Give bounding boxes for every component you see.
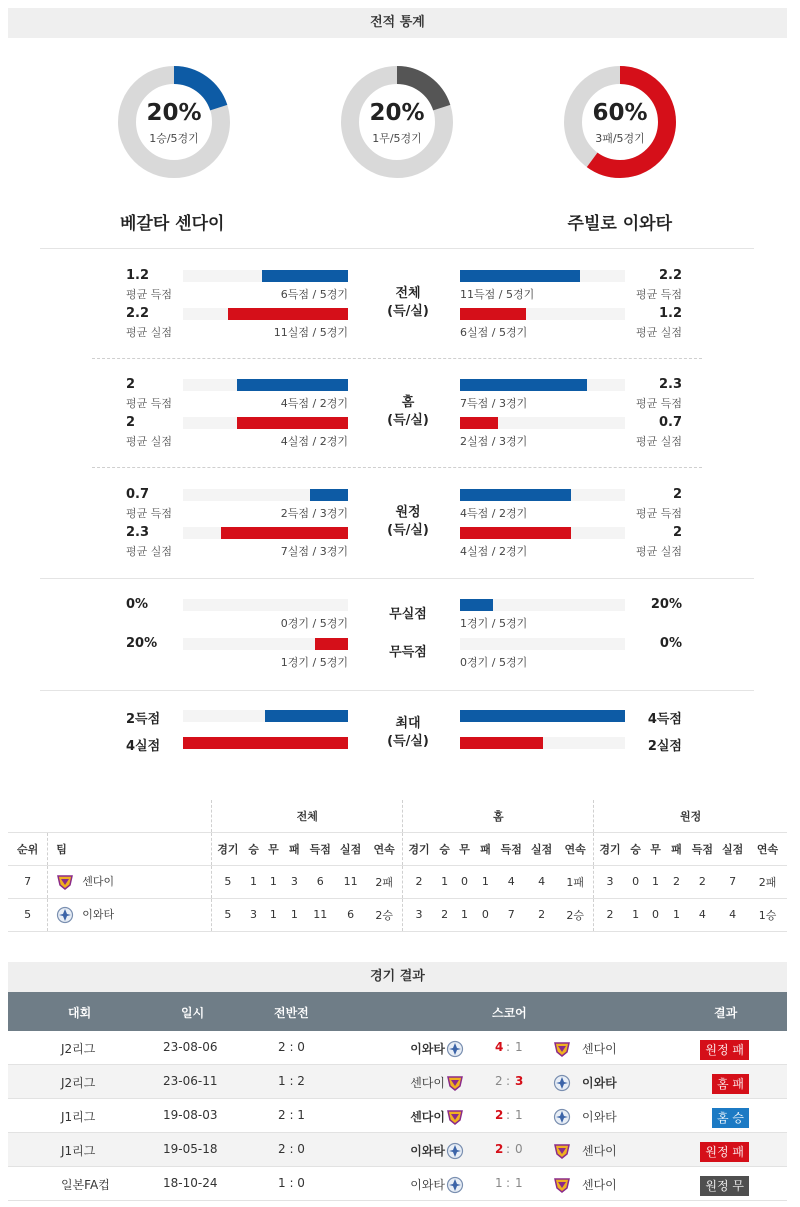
sendai-logo-icon [56, 873, 74, 891]
result-badge: 원정 패 [700, 1040, 749, 1060]
block1-right-bar-1-fill [460, 417, 498, 429]
result-away-team: 센다이 [582, 1042, 617, 1056]
block1-left-label-1: 평균 실점 [126, 435, 173, 448]
block1-right-bar-0-track [460, 379, 625, 391]
standings-rank-1: 5 [8, 898, 48, 931]
standings-overall-1-5: 6 [335, 898, 366, 931]
standings-away-0-3: 2 [666, 865, 688, 898]
standings-overall-0-3: 3 [283, 865, 305, 898]
result-home-team: 센다이 [410, 1110, 445, 1124]
standings-away-1-2: 0 [646, 898, 666, 931]
result-row[interactable] [8, 1167, 787, 1201]
result-away-score: 3 [515, 1074, 524, 1088]
max-title [368, 715, 448, 751]
iwata-logo-icon [553, 1074, 571, 1092]
standings-away-0-0: 3 [594, 865, 626, 898]
result-halftime: 1 : 2 [278, 1074, 305, 1088]
standings-col-0-1: 승 [244, 832, 264, 865]
block0-right-text-1: 6실점 / 5경기 [460, 326, 528, 339]
result-date: 19-05-18 [163, 1142, 218, 1156]
result-halftime: 2 : 0 [278, 1040, 305, 1054]
clean-right-value-1: 0% [659, 636, 682, 651]
standings-col-0-2: 무 [263, 832, 283, 865]
standings-col-1-0: 경기 [403, 832, 435, 865]
block0-right-bar-0-track [460, 270, 625, 282]
block0-left-label-1: 평균 실점 [126, 326, 173, 339]
block1-left-bar-1-fill [237, 417, 348, 429]
standings-home-1-4: 7 [496, 898, 526, 931]
block2-right-text-0: 4득점 / 2경기 [460, 507, 528, 520]
result-badge: 원정 무 [700, 1176, 749, 1196]
sendai-logo-icon [446, 1108, 464, 1126]
clean-right-bar-0-track [460, 599, 625, 611]
standings-overall-1-2: 1 [263, 898, 283, 931]
block0-left-bar-1-track [183, 308, 348, 320]
block2-left-text-0: 2득점 / 3경기 [280, 507, 348, 520]
standings-team-name-1: 이와타 [82, 907, 115, 921]
block2-left-value-0: 0.7 [126, 487, 150, 502]
max-left-value-1: 4실점 [126, 739, 161, 754]
result-row[interactable] [8, 1099, 787, 1133]
win-rate-donut [118, 66, 230, 178]
max-right-value-0: 4득점 [647, 712, 682, 727]
block1-title [368, 394, 448, 430]
standings-overall-1-4: 11 [305, 898, 335, 931]
block2-right-bar-0-track [460, 489, 625, 501]
standings-home-1-5: 2 [526, 898, 557, 931]
standings-overall-1-1: 3 [244, 898, 264, 931]
result-competition: J2리그 [61, 1076, 96, 1090]
standings-col-1-4: 득점 [496, 832, 526, 865]
standings-col-0-0: 경기 [212, 832, 244, 865]
block0-divider [92, 358, 702, 359]
block1-right-label-1: 평균 실점 [635, 435, 682, 448]
standings-away-1-1: 1 [626, 898, 646, 931]
clean-right-bar-0-fill [460, 599, 493, 611]
loss-rate-donut [564, 66, 676, 178]
no-goal-label: 무득점 [389, 645, 427, 660]
standings-col-2-2: 무 [646, 832, 666, 865]
result-date: 23-08-06 [163, 1040, 218, 1054]
block0-right-bar-1-track [460, 308, 625, 320]
standings-col-1-3: 패 [474, 832, 496, 865]
block0-title [368, 285, 448, 321]
standings-col-2-0: 경기 [594, 832, 626, 865]
block2-left-bar-0-track [183, 489, 348, 501]
iwata-logo-icon [446, 1176, 464, 1194]
result-competition: J1리그 [61, 1110, 96, 1124]
block0-left-text-1: 11실점 / 5경기 [273, 326, 348, 339]
result-halftime: 2 : 0 [278, 1142, 305, 1156]
block0-title-line2: (득/실) [387, 304, 429, 319]
win-rate-count: 1승/5경기 [149, 132, 199, 145]
block2-right-text-1: 4실점 / 2경기 [460, 545, 528, 558]
clean-right-value-0: 20% [650, 597, 682, 612]
col-result: 결과 [714, 1006, 738, 1020]
team-header: 팀 [48, 832, 212, 865]
block1-right-bar-0-fill [460, 379, 587, 391]
block1-left-bar-1-track [183, 417, 348, 429]
result-home-score: 4 [495, 1040, 504, 1054]
standings-away-1-3: 1 [666, 898, 688, 931]
block0-left-value-1: 2.2 [126, 306, 150, 321]
block2-title-line2: (득/실) [387, 523, 429, 538]
clean-left-bar-1-fill [315, 638, 348, 650]
max-left-bar-0-track [183, 710, 348, 722]
max-left-value-0: 2득점 [126, 712, 161, 727]
sendai-logo-icon [553, 1040, 571, 1058]
max-left-bar-1-fill [183, 737, 348, 749]
block1-left-text-1: 4실점 / 2경기 [280, 435, 348, 448]
clean-divider-top [40, 578, 754, 579]
standings-overall-0-0: 5 [212, 865, 244, 898]
result-home-score: 2 [495, 1108, 504, 1122]
standings-overall-1-0: 5 [212, 898, 244, 931]
standings-overall-0-1: 1 [244, 865, 264, 898]
standings-col-2-1: 승 [626, 832, 646, 865]
block1-right-value-0: 2.3 [658, 377, 682, 392]
result-row[interactable] [8, 1133, 787, 1167]
standings-group-away: 원정 [594, 800, 787, 832]
result-competition: J2리그 [61, 1042, 96, 1056]
sendai-logo-icon [553, 1142, 571, 1160]
result-away-score: 1 [515, 1040, 523, 1054]
standings-overall-0-4: 6 [305, 865, 335, 898]
block2-left-label-0: 평균 득점 [126, 507, 173, 520]
standings-away-0-5: 7 [717, 865, 748, 898]
result-home-score: 1 [495, 1176, 503, 1190]
standings-away-1-4: 4 [687, 898, 717, 931]
block2-right-bar-1-track [460, 527, 625, 539]
home-team-name: 베갈타 센다이 [120, 214, 225, 234]
block2-left-text-1: 7실점 / 3경기 [280, 545, 348, 558]
away-team-name: 주빌로 이와타 [567, 214, 672, 234]
iwata-logo-icon [56, 906, 74, 924]
result-competition: J1리그 [61, 1144, 96, 1158]
standings-overall-1-6: 2승 [366, 898, 403, 931]
block2-right-value-0: 2 [672, 487, 682, 502]
standings-home-1-1: 2 [435, 898, 455, 931]
block0-right-value-0: 2.2 [658, 268, 682, 283]
standings-col-0-4: 득점 [305, 832, 335, 865]
result-halftime: 2 : 1 [278, 1108, 305, 1122]
max-right-bar-1-fill [460, 737, 543, 749]
block0-left-bar-0-fill [262, 270, 348, 282]
result-score-sep: : [506, 1176, 511, 1190]
standings-home-0-2: 0 [455, 865, 475, 898]
standings-away-0-4: 2 [687, 865, 717, 898]
block1-left-text-0: 4득점 / 2경기 [280, 397, 348, 410]
result-score-sep: : [506, 1074, 511, 1088]
standings-team-name-0: 센다이 [82, 874, 115, 888]
win-rate-percent: 20% [146, 100, 202, 126]
block2-right-label-0: 평균 득점 [635, 507, 682, 520]
block0-right-value-1: 1.2 [658, 306, 682, 321]
draw-rate-count: 1무/5경기 [372, 132, 422, 145]
rank-header: 순위 [8, 832, 48, 865]
block0-title-line1: 전체 [395, 286, 421, 301]
block1-right-text-1: 2실점 / 3경기 [460, 435, 528, 448]
standings-col-2-5: 실점 [717, 832, 748, 865]
sendai-logo-icon [446, 1074, 464, 1092]
clean-left-value-1: 20% [126, 636, 158, 651]
standings-home-0-0: 2 [403, 865, 435, 898]
standings-rank-0: 7 [8, 865, 48, 898]
block0-right-bar-1-fill [460, 308, 526, 320]
standings-group-home: 홈 [403, 800, 594, 832]
standings-away-1-5: 4 [717, 898, 748, 931]
clean-left-bar-1-track [183, 638, 348, 650]
result-halftime: 1 : 0 [278, 1176, 305, 1190]
result-badge: 홈 패 [712, 1074, 749, 1094]
standings-home-0-3: 1 [474, 865, 496, 898]
result-score-sep: : [506, 1108, 511, 1122]
block1-left-value-1: 2 [126, 415, 136, 430]
standings-col-2-4: 득점 [687, 832, 717, 865]
standings-away-1-0: 2 [594, 898, 626, 931]
max-right-bar-0-fill [460, 710, 625, 722]
draw-rate-donut [341, 66, 453, 178]
block1-right-value-1: 0.7 [658, 415, 682, 430]
block1-right-label-0: 평균 득점 [635, 397, 682, 410]
standings-col-1-2: 무 [455, 832, 475, 865]
standings-home-0-6: 1패 [557, 865, 594, 898]
standings-home-0-4: 4 [496, 865, 526, 898]
block0-left-label-0: 평균 득점 [126, 288, 173, 301]
block2-title-line1: 원정 [395, 505, 421, 520]
standings-col-0-6: 연속 [366, 832, 403, 865]
max-left-bar-0-fill [265, 710, 348, 722]
draw-rate-percent: 20% [369, 100, 425, 126]
clean-right-text-1: 0경기 / 5경기 [460, 656, 528, 669]
result-home-team: 이와타 [410, 1178, 445, 1192]
max-right-bar-0-track [460, 710, 625, 722]
block1-left-label-0: 평균 득점 [126, 397, 173, 410]
standings-home-0-1: 1 [435, 865, 455, 898]
col-competition: 대회 [68, 1006, 92, 1020]
result-away-score: 1 [515, 1176, 523, 1190]
clean-left-bar-0-track [183, 599, 348, 611]
max-divider-top [40, 690, 754, 691]
clean-right-text-0: 1경기 / 5경기 [460, 617, 528, 630]
block2-left-label-1: 평균 실점 [126, 545, 173, 558]
iwata-logo-icon [446, 1040, 464, 1058]
standings-col-1-5: 실점 [526, 832, 557, 865]
loss-rate-count: 3패/5경기 [595, 132, 645, 145]
clean-left-text-0: 0경기 / 5경기 [280, 617, 348, 630]
block0-left-bar-1-fill [228, 308, 348, 320]
standings-overall-0-2: 1 [263, 865, 283, 898]
col-date: 일시 [181, 1006, 205, 1020]
block0-left-text-0: 6득점 / 5경기 [280, 288, 348, 301]
block0-right-bar-0-fill [460, 270, 580, 282]
block2-left-bar-1-fill [221, 527, 348, 539]
standings-home-1-6: 2승 [557, 898, 594, 931]
standings-home-1-2: 1 [455, 898, 475, 931]
block0-right-text-0: 11득점 / 5경기 [460, 288, 535, 301]
block1-title-line2: (득/실) [387, 413, 429, 428]
result-date: 18-10-24 [163, 1176, 218, 1190]
result-home-score: 2 [495, 1074, 503, 1088]
block1-left-bar-0-fill [237, 379, 348, 391]
standings-blank-header [8, 800, 212, 832]
block2-left-bar-1-track [183, 527, 348, 539]
result-badge: 홈 승 [712, 1108, 749, 1128]
block2-right-bar-0-fill [460, 489, 571, 501]
result-competition: 일본FA컵 [61, 1178, 110, 1192]
block0-right-label-0: 평균 득점 [635, 288, 682, 301]
results-section-header: 경기 결과 [8, 962, 787, 992]
standings-overall-1-3: 1 [283, 898, 305, 931]
result-away-score: 0 [515, 1142, 523, 1156]
clean-sheet-label: 무실점 [389, 607, 427, 622]
standings-col-1-6: 연속 [557, 832, 594, 865]
standings-overall-0-6: 2패 [366, 865, 403, 898]
standings-away-1-6: 1승 [748, 898, 787, 931]
result-row[interactable] [8, 1065, 787, 1099]
block2-left-value-1: 2.3 [126, 525, 150, 540]
result-score-sep: : [506, 1040, 511, 1054]
max-right-value-1: 2실점 [647, 739, 682, 754]
iwata-logo-icon [446, 1142, 464, 1160]
col-halftime: 전반전 [274, 1006, 309, 1020]
result-home-score: 2 [495, 1142, 504, 1156]
sendai-logo-icon [553, 1176, 571, 1194]
clean-right-bar-1-track [460, 638, 625, 650]
result-row[interactable] [8, 1031, 787, 1065]
result-away-score: 1 [515, 1108, 523, 1122]
standings-col-0-5: 실점 [335, 832, 366, 865]
block2-left-bar-0-fill [310, 489, 348, 501]
standings-team-1[interactable] [48, 898, 212, 931]
result-away-team: 센다이 [582, 1144, 617, 1158]
max-left-bar-1-track [183, 737, 348, 749]
block2-right-value-1: 2 [672, 525, 682, 540]
block1-left-bar-0-track [183, 379, 348, 391]
standings-table [8, 800, 787, 932]
standings-overall-0-5: 11 [335, 865, 366, 898]
block1-divider [92, 467, 702, 468]
standings-home-1-3: 0 [474, 898, 496, 931]
block1-right-text-0: 7득점 / 3경기 [460, 397, 528, 410]
max-title-line2: (득/실) [387, 734, 429, 749]
result-home-team: 이와타 [410, 1042, 445, 1056]
result-home-team: 이와타 [410, 1144, 445, 1158]
block0-right-label-1: 평균 실점 [635, 326, 682, 339]
clean-left-text-1: 1경기 / 5경기 [280, 656, 348, 669]
standings-team-0[interactable] [48, 865, 212, 898]
max-right-bar-1-track [460, 737, 625, 749]
block2-right-bar-1-fill [460, 527, 571, 539]
max-title-line1: 최대 [395, 716, 421, 731]
block2-title [368, 504, 448, 540]
stats-section-header: 전적 통계 [8, 8, 787, 38]
block1-right-bar-1-track [460, 417, 625, 429]
loss-rate-percent: 60% [592, 100, 648, 126]
standings-col-0-3: 패 [283, 832, 305, 865]
standings-col-2-6: 연속 [748, 832, 787, 865]
standings-away-0-6: 2패 [748, 865, 787, 898]
result-away-team: 이와타 [582, 1076, 617, 1090]
standings-home-1-0: 3 [403, 898, 435, 931]
clean-left-value-0: 0% [126, 597, 149, 612]
block1-left-value-0: 2 [126, 377, 136, 392]
col-score: 스코어 [492, 1006, 527, 1020]
team-divider [40, 248, 754, 249]
result-away-team: 센다이 [582, 1178, 617, 1192]
block2-right-label-1: 평균 실점 [635, 545, 682, 558]
standings-away-0-1: 0 [626, 865, 646, 898]
result-home-team: 센다이 [410, 1076, 445, 1090]
standings-home-0-5: 4 [526, 865, 557, 898]
standings-col-2-3: 패 [666, 832, 688, 865]
standings-col-1-1: 승 [435, 832, 455, 865]
results-table-header [8, 992, 787, 1031]
block0-left-bar-0-track [183, 270, 348, 282]
result-date: 19-08-03 [163, 1108, 218, 1122]
iwata-logo-icon [553, 1108, 571, 1126]
standings-away-0-2: 1 [646, 865, 666, 898]
block1-title-line1: 홈 [401, 395, 415, 410]
result-score-sep: : [506, 1142, 511, 1156]
result-away-team: 이와타 [582, 1110, 617, 1124]
standings-group-overall: 전체 [212, 800, 403, 832]
result-badge: 원정 패 [700, 1142, 749, 1162]
result-date: 23-06-11 [163, 1074, 218, 1088]
block0-left-value-0: 1.2 [126, 268, 150, 283]
